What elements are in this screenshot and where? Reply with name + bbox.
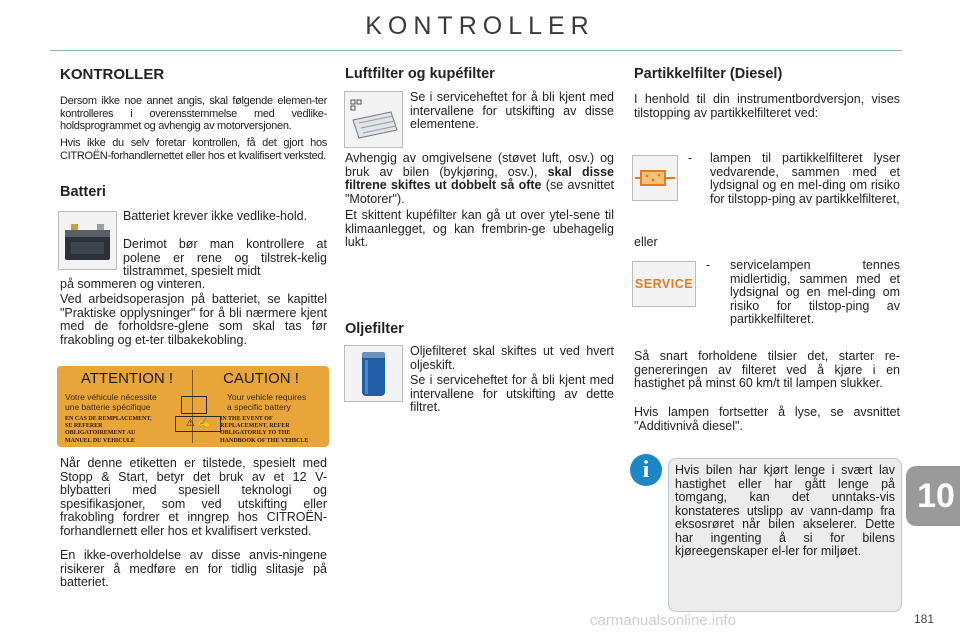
label-fr-small-4: MANUEL DU VEHICULE	[65, 437, 135, 444]
particle-filter-heading: Partikkelfilter (Diesel)	[634, 66, 783, 82]
particle-filter-item-2: servicelampen tennes midlertidig, sammen med et lydsignal og en mel-ding om risiko for tilstop-ping av partikkelfilteret.	[730, 258, 900, 326]
battery-paragraph-4: Når denne etiketten er tilstede, spesielt med Stopp & Start, betyr det bruk av et 12 V-blybatteri med spesiell teknologi og spesifikasjoner, som ved utskifting eller frakobling fordrer et inngrep hos CITROËN-forhandlernett eller hos et kvalifisert verksted.	[60, 456, 327, 538]
label-en-small-1: IN THE EVENT OF	[220, 416, 273, 422]
label-fr-line1: Votre véhicule nécessite	[65, 392, 157, 402]
airfilter-paragraph-1: Se i serviceheftet for å bli kjent med intervallene for utskifting av disse elementene.	[410, 90, 614, 131]
airfilter-paragraph-3: Et skittent kupéfilter kan gå ut over ytel-sene til klimaanlegget, og kan frembrin-ge ubehagelig lukt.	[345, 208, 614, 249]
label-warning-icon: ⚠ ✍	[175, 416, 221, 432]
oilfilter-paragraph-1: Oljefilteret skal skiftes ut ved hvert oljeskift.	[410, 344, 614, 372]
label-fr-small-text	[65, 416, 152, 445]
label-en-line1: Your vehicle requires	[227, 392, 307, 402]
label-en-small-text	[220, 416, 308, 445]
service-lamp-icon	[632, 261, 696, 307]
airfilter-heading: Luftfilter og kupéfilter	[345, 66, 495, 82]
watermark: carmanualsonline.info	[590, 612, 736, 629]
label-en-small-3: OBLIGATORILY TO THE	[220, 430, 291, 437]
list-dash-1: -	[688, 151, 693, 165]
oilfilter-heading: Oljefilter	[345, 321, 404, 337]
info-text: Hvis bilen har kjørt lenge i svært lav hastighet eller har gått lenge på tomgang, kan det unntaks-vis konstateres utslipp av vann-damp fra eksosrøret når bilen akselerer. Dette har ingenting å si for bilens kjøreegenskaper el-ler for miljøet.	[675, 463, 895, 558]
battery-paragraph-2a: Derimot bør man kontrollere at polene er rene og tilstrek-kelig tilstrammet, spesielt midt	[123, 237, 327, 278]
page-number: 181	[914, 612, 935, 626]
chapter-number: 10	[917, 477, 955, 515]
label-caution: CAUTION !	[223, 370, 299, 387]
particle-filter-paragraph-3: Hvis lampen fortsetter å lyse, se avsnittet "Additivnivå diesel".	[634, 405, 900, 433]
particle-filter-warning-icon	[632, 155, 678, 201]
battery-paragraph-1: Batteriet krever ikke vedlike-hold.	[123, 209, 308, 223]
label-fr-small-2: SE REFERER	[65, 423, 103, 430]
intro-paragraph-2: Hvis ikke du selv foretar kontrollen, få det gjort hos CITROËN-forhandlernettet eller hos et kvalifisert verksted.	[60, 137, 327, 162]
eller-text: eller	[634, 235, 658, 249]
air-filter-icon	[344, 91, 403, 148]
airfilter-p2-post: (se avsnittet "Motorer").	[345, 178, 615, 206]
battery-paragraph-5: En ikke-overholdelse av disse anvis-ningene risikerer å medføre en for tidlig slitasje på batteriet.	[60, 548, 327, 589]
battery-heading: Batteri	[60, 184, 106, 200]
label-en-line2: a specific battery	[227, 402, 291, 412]
oil-filter-icon	[344, 345, 403, 402]
label-fr-line2: une batterie spécifique	[65, 402, 151, 412]
label-en-small-4: HANDBOOK OF THE VEHICLE	[220, 437, 309, 444]
label-battery-icon	[181, 396, 207, 414]
section-heading-kontroller: KONTROLLER	[60, 66, 165, 83]
label-fr-small-3: OBLIGATOIREMENT AU	[65, 430, 136, 437]
list-dash-2: -	[706, 258, 711, 272]
battery-icon	[58, 211, 117, 270]
label-attention: ATTENTION !	[80, 370, 174, 387]
battery-paragraph-2b: på sommeren og vinteren.	[60, 277, 206, 291]
particle-filter-paragraph-2: Så snart forholdene tilsier det, starter re-genereringen av filteret ved å kjøre i en hastighet på minst 60 km/t til lampen slukker.	[634, 349, 900, 390]
intro-paragraph-1: Dersom ikke noe annet angis, skal følgende elemen-ter kontrolleres i overensstemmelse med vedlike-holdsprogrammet og avhengig av motorversjonen.	[60, 95, 327, 132]
oilfilter-paragraph-2: Se i serviceheftet for å bli kjent med intervallene for utskifting av dette filtret.	[410, 373, 614, 414]
label-en-small-2: REPLACEMENT, REFER	[220, 423, 290, 430]
battery-paragraph-3: Ved arbeidsoperasjon på batteriet, se kapittel "Praktiske opplysninger" for å bli nærmere kjent med de forholdsre-glene som skal tas før frakobling og et-ter tilbakekobling.	[60, 292, 327, 347]
airfilter-p2-bold: skal disse filtrene skiftes ut dobbelt så ofte	[345, 164, 615, 192]
particle-filter-paragraph-1: I henhold til din instrumentbordversjon, vises tilstopping av partikkelfilteret ved:	[634, 92, 900, 120]
label-fr-small-1: EN CAS DE REMPLACEMENT,	[65, 416, 152, 422]
airfilter-p2-pre: Avhengig av omgivelsene (støvet luft, osv.) og bruk av bilen (bykjøring, osv.),	[345, 151, 614, 179]
airfilter-paragraph-2	[345, 152, 614, 206]
info-icon: i	[630, 454, 662, 486]
service-lamp-text: SERVICE	[634, 277, 694, 291]
battery-warning-label	[57, 366, 329, 447]
particle-filter-item-1: lampen til partikkelfilteret lyser vedvarende, sammen med et lydsignal og en mel-ding om risiko for tilstopp-ping av partikkelfilteret,	[710, 151, 900, 206]
page-header-title: KONTROLLER	[365, 12, 595, 40]
header-divider	[50, 50, 902, 51]
